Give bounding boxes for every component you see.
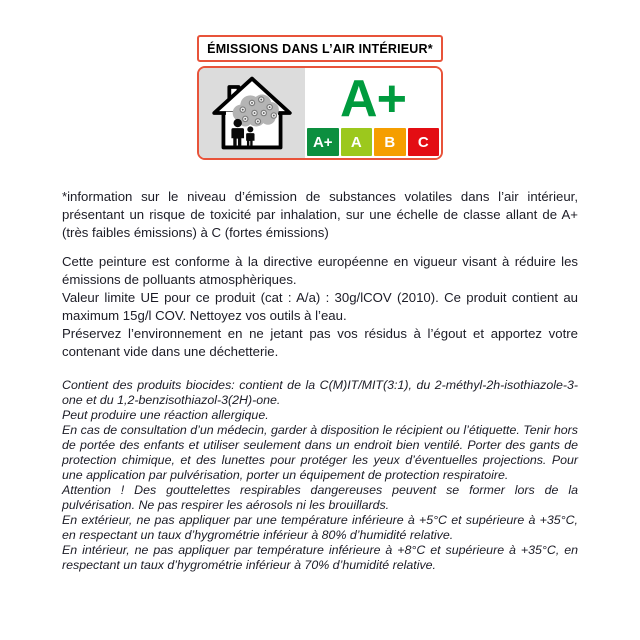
grade-value: A+ bbox=[340, 70, 406, 128]
warnings-paragraphs bbox=[62, 378, 578, 573]
rating-panel bbox=[305, 68, 441, 158]
emissions-footnote: *information sur le niveau d’émission de substances volatiles dans l’air intérieur, présentant un risque de toxicité par inhalation, sur une échelle de classe allant de A+ (très faibles émissions) à C (fortes émissions) bbox=[62, 189, 578, 240]
warning-biocides: Contient des produits biocides: contient de la C(M)IT/MIT(3:1), du 2-méthyl-2h-isothiazole-3-one et du 1,2-benzisothiazol-3(2H)-one. bbox=[62, 378, 578, 407]
emissions-label-title: ÉMISSIONS DANS L’AIR INTÉRIEUR* bbox=[197, 35, 443, 62]
scale-cell-a-plus: A+ bbox=[307, 128, 339, 156]
warning-droplets: Attention ! Des gouttelettes respirables dangereuses peuvent se former lors de la pulvérisation. Ne pas respirer les aérosols ni les brouillards. bbox=[62, 483, 578, 512]
paragraph-environment: Préservez l’environnement en ne jetant pas vos résidus à l’égout et apportez votre contenant vide dans une déchetterie. bbox=[62, 326, 578, 359]
warning-exterior-temp: En extérieur, ne pas appliquer par une température inférieure à +5°C et supérieure à +35°C, en respectant un taux d’hygrométrie inférieur à 80% d’humidité relative. bbox=[62, 513, 578, 542]
regular-paragraphs bbox=[62, 188, 578, 361]
rating-scale bbox=[305, 128, 441, 158]
regulatory-text bbox=[62, 188, 578, 573]
warning-allergy: Peut produire une réaction allergique. bbox=[62, 408, 269, 422]
house-panel bbox=[199, 68, 305, 158]
paragraph-voc-limit: Valeur limite UE pour ce produit (cat : A/a) : 30g/lCOV (2010). Ce produit contient au maximum 15g/l COV. Nettoyez vos outils à l’eau. bbox=[62, 290, 578, 323]
warning-precautions: En cas de consultation d’un médecin, garder à disposition le récipient ou l’étiquette. Tenir hors de portée des enfants et utiliser seulement dans un endroit bien ventilé. Porter des gants de protection chimique, et des lunettes pour protéger les yeux d’éventuelles projections. Pour une application par pulvérisation, porter un équipement de protection respiratoire. bbox=[62, 423, 578, 482]
warning-interior-temp: En intérieur, ne pas appliquer par température inférieure à +8°C et supérieure à +35°C, en respectant un taux d’hygrométrie inférieur à 70% d’humidité relative. bbox=[62, 543, 578, 572]
house-with-pollution-cloud-and-people-icon bbox=[205, 71, 299, 155]
paragraph-directive: Cette peinture est conforme à la directive européenne en vigueur visant à réduire les émissions de polluants atmosphèriques. bbox=[62, 254, 578, 287]
scale-cell-c: C bbox=[408, 128, 440, 156]
emissions-rating-box bbox=[197, 66, 443, 160]
emissions-label bbox=[197, 35, 443, 160]
scale-cell-a: A bbox=[341, 128, 373, 156]
scale-cell-b: B bbox=[374, 128, 406, 156]
